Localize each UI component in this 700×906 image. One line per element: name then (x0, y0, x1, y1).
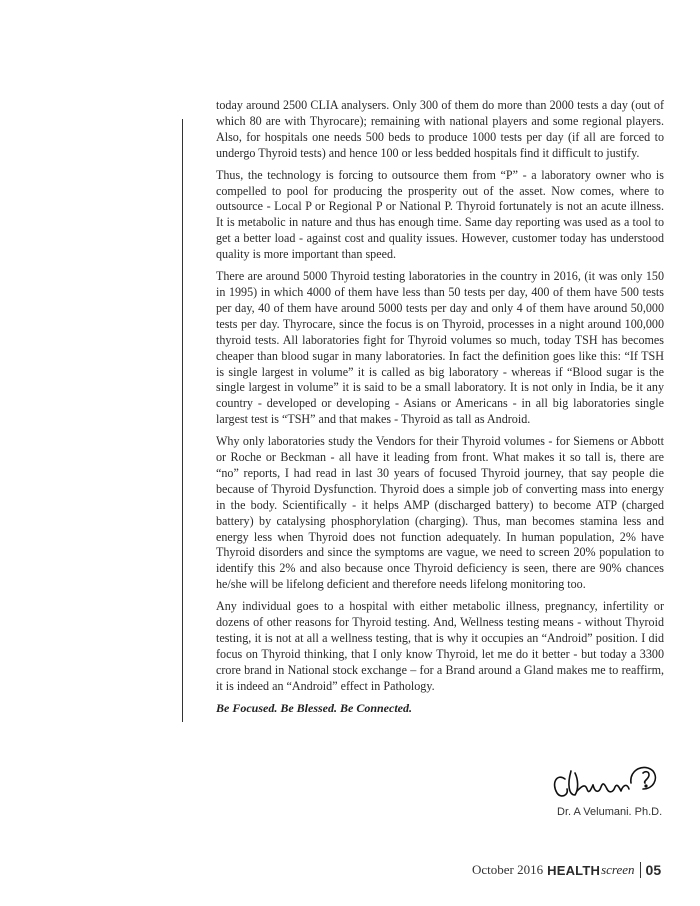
margin-vertical-rule (182, 119, 183, 722)
magazine-brand-bold: HEALTH (547, 862, 601, 878)
article-paragraph: today around 2500 CLIA analysers. Only 300 of them do more than 2000 tests a day (out of which 80 are with Thyrocare); remaining with national players and some regional players. Also, for hospitals one needs 500 beds to produce 1000 tests per day (if all are forced to undergo Thyroid tests) and hence 100 or less bedded hospitals find it difficult to justify. (216, 98, 664, 160)
article-paragraph: Why only laboratories study the Vendors for their Thyroid volumes - for Siemens or Abbott or Roche or Beckman - all have it leading from front. What makes it so tall is, there are “no” reports, I had read in last 30 years of focused Thyroid journey, that say people die because of Thyroid Dysfunction. Thyroid does a simple job of converting mass into energy in the body. Scientifically - it helps AMP (discharged battery) to become ATP (charged battery) by catalysing phosphorylation (charging). Thus, man becomes stamina less and energy less when Thyroid does not function adequately. In human population, 2% have Thyroid disorders and since the symptoms are vague, we need to screen 20% population to identify this 2% and also because once Thyroid deficiency is seen, there are 90% chances he/she will be lifelong deficient and therefore needs lifelong monitoring too. (216, 434, 664, 592)
article-paragraph: There are around 5000 Thyroid testing laboratories in the country in 2016, (it was only 150 in 1995) in which 4000 of them have less than 50 tests per day, 400 of them have 500 tests per day, 40 of them have around 5000 tests per day and only 4 of them have around 50,000 tests per day. Thyrocare, since the focus is on Thyroid, processes in a night around 100,000 thyroid tests. All laboratories fight for Thyroid volumes so much, today TSH has becomes cheaper than blood sugar in many laboratories. In fact the definition goes like this: “If TSH is single largest in volume” it is called as big laboratory - whereas if “Blood sugar is the single largest in volume” it is said to be a small laboratory. It is not only in India, be it any country - developed or developing - Asians or Americans - in all big laboratories single largest test is “TSH” and that makes - Thyroid as tall as Android. (216, 269, 664, 427)
issue-date: October 2016 (472, 862, 544, 877)
page-footer (472, 860, 661, 880)
article-signoff: Be Focused. Be Blessed. Be Connected. (216, 700, 412, 715)
article-body (216, 98, 664, 716)
article-paragraph: Any individual goes to a hospital with either metabolic illness, pregnancy, infertility or dozens of other reasons for Thyroid testing. And, Wellness testing means - without Thyroid testing, it is not at all a wellness testing, that is why it occupies an “Android” position. I did focus on Thyroid thinking, that I only know Thyroid, let me do it better - but today a 3300 crore brand in National stock exchange – for a Brand around a Gland makes me to reaffirm, it is indeed an “Android” effect in Pathology. (216, 599, 664, 693)
footer-divider (640, 862, 641, 878)
page-number: 05 (645, 862, 662, 878)
magazine-brand-italic: screen (601, 862, 635, 877)
article-paragraph: Thus, the technology is forcing to outsource them from “P” - a laboratory owner who is compelled to pool for producing the prosperity out of the asset. Now comes, where to outsource - Local P or Regional P or National P. Thyroid fortunately is not an acute illness. It is metabolic in nature and thus has enough time. Same day reporting was used as a tool to get a better load - against cost and quality issues. However, customer today has understood quality is more important than speed. (216, 167, 664, 262)
handwritten-signature (545, 749, 665, 804)
author-name: Dr. A Velumani. Ph.D. (557, 806, 663, 818)
